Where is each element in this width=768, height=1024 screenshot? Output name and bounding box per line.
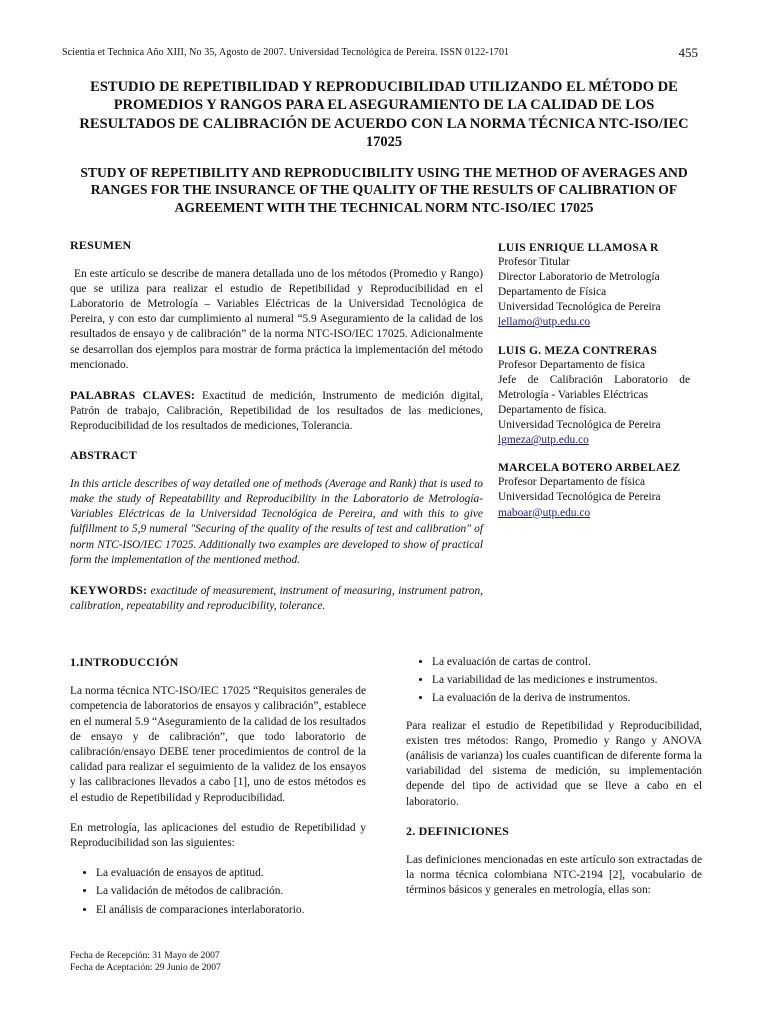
list-item: • La evaluación de ensayos de aptitud. (96, 866, 366, 881)
definiciones-heading: 2. DEFINICIONES (406, 823, 510, 838)
right-column-section (406, 655, 702, 899)
resumen-heading: RESUMEN (70, 238, 132, 252)
author-email-link[interactable]: lellamo@utp.edu.co (498, 316, 591, 329)
footnote-dates (70, 950, 221, 974)
keywords-label: KEYWORDS: (70, 582, 148, 597)
keywords (70, 583, 483, 614)
list-item: • La variabilidad de las mediciones e instrumentos. (432, 673, 702, 688)
author-name: LUIS G. MEZA CONTRERAS (498, 343, 658, 357)
page-number: 455 (678, 45, 698, 60)
right-bullet-list (406, 655, 702, 707)
journal-header: Scientia et Technica Año XIII, No 35, Agosto de 2007. Universidad Tecnológica de Pereira. ISSN 0122-1701 (62, 47, 510, 58)
definiciones-paragraph: Las definiciones mencionadas en este artículo son extractadas de la norma técnica colombiana NTC-2194 [2], vocabulario de términos básicos y generales en metrología, ellas son: (406, 854, 702, 897)
list-item: • La validación de métodos de calibración. (96, 884, 366, 899)
author-line: Jefe de Calibración Laboratorio de Metrología - Variables Eléctricas (498, 373, 690, 401)
intro-heading: 1.INTRODUCCIÓN (70, 655, 179, 669)
author-3 (498, 460, 690, 520)
author-email-link[interactable]: maboar@utp.edu.co (498, 506, 591, 519)
author-line: Universidad Tecnológica de Pereira (498, 301, 661, 314)
abstract-text: In this article describes of way detailed one of methods (Average and Rank) that is used to make the study of Repeatability and Reproducibility in the Laboratorio de Metrología-Variables Eléctricas de la Universidad Tecnológica de Pereira, and with this to give fulfillment to 5,9 numeral "Securing of the quality of the results of test and calibration" of norm NTC-ISO/IEC 17025. Additionally two examples are developed to show of practical form the implementation of the mentioned method. (70, 478, 483, 566)
author-line: Profesor Departamento de física (498, 358, 646, 371)
palabras-label: PALABRAS CLAVES: (70, 387, 196, 402)
title-spanish: ESTUDIO DE REPETIBILIDAD Y REPRODUCIBILIDAD UTILIZANDO EL MÉTODO DE PROMEDIOS Y RANGOS PARA EL ASEGURAMIENTO DE LA CALIDAD DE LOS RESULTADOS DE CALIBRACIÓN DE ACUERDO CON LA NORMA TÉCNICA NTC-ISO/IEC 17025 (79, 79, 689, 151)
author-line: Profesor Titular (498, 256, 570, 269)
abstract-heading: ABSTRACT (70, 448, 137, 463)
received-date: Fecha de Recepción: 31 Mayo de 2007 (70, 950, 220, 961)
intro-paragraph-2: En metrología, las aplicaciones del estudio de Repetibilidad y Reproducibilidad son las siguientes: (70, 821, 366, 850)
author-name: MARCELA BOTERO ARBELAEZ (498, 461, 681, 475)
resumen-text: En este artículo se describe de manera detallada uno de los métodos (Promedio y Rango) que se utiliza para realizar el estudio de Repetibilidad y Reproducibilidad en el Laboratorio de Metrología – Variables Eléctricas de la Universidad Tecnológica de Pereira, y con esto dar cumplimiento al numeral “5.9 Aseguramiento de la calidad de los resultados de ensayo y de calibración” de la norma NTC-ISO/IEC 17025. Adicionalmente se desarrollan dos ejemplos para mostrar de forma práctica la implementación del método mencionado. (70, 268, 483, 371)
authors-block (498, 240, 690, 521)
author-2 (498, 343, 690, 449)
author-line: Universidad Tecnológica de Pereira (498, 491, 661, 504)
author-line: Universidad Tecnológica de Pereira (498, 419, 661, 432)
accepted-date: Fecha de Aceptación: 29 Junio de 2007 (70, 962, 221, 973)
author-name: LUIS ENRIQUE LLAMOSA R (498, 241, 659, 254)
title-english: STUDY OF REPETIBILITY AND REPRODUCIBILITY USING THE METHOD OF AVERAGES AND RANGES FOR THE INSURANCE OF THE QUALITY OF THE RESULTS OF CALIBRATION OF AGREEMENT WITH THE TECHNICAL NORM NTC-ISO/IEC 17025 (80, 165, 688, 215)
keywords-text: exactitude of measurement, instrument of measuring, instrument patron, calibration, repeatability and reproducibility, tolerance. (70, 584, 483, 612)
palabras-claves (70, 388, 483, 434)
author-1 (498, 240, 690, 331)
methods-paragraph: Para realizar el estudio de Repetibilidad y Reproducibilidad, existen tres métodos: Rango, Promedio y Rango y ANOVA (análisis de varianza) los cuales cuantifican de diferente forma la variabilidad del sistema de medición, su implementación depende del tipo de actividad que se lleve a cabo en el laboratorio. (406, 719, 702, 808)
author-line: Departamento de física. (498, 403, 607, 416)
resumen-section (70, 238, 483, 614)
intro-paragraph-1: La norma técnica NTC-ISO/IEC 17025 “Requisitos generales de competencia de laboratorios de ensayos y calibración”, establece en el numeral 5.9 “Aseguramiento de la calidad de los resultados de ensayo y de calibración”, que todo laboratorio de calibración/ensayo DEBE tener procedimientos de control de la calidad para realizar el seguimiento de la validez de los ensayos y las calibraciones llevados a cabo [1], uno de estos métodos es el estudio de Repetibilidad y Reproducibilidad. (70, 685, 366, 804)
intro-bullet-list (70, 866, 366, 918)
list-item: • La evaluación de cartas de control. (432, 655, 702, 670)
author-email-link[interactable]: lgmeza@utp.edu.co (498, 434, 589, 447)
intro-section (70, 655, 366, 921)
list-item: • La evaluación de la deriva de instrumentos. (432, 691, 702, 706)
palabras-text: Exactitud de medición, Instrumento de medición digital, Patrón de trabajo, Calibración, Repetibilidad de los resultados de las mediciones, Reproducibilidad de los resultados de mediciones, Tolerancia. (70, 389, 483, 432)
author-line: Departamento de Física (498, 286, 607, 299)
author-line: Director Laboratorio de Metrología (498, 271, 660, 284)
list-item: • El análisis de comparaciones interlaboratorio. (96, 903, 366, 918)
author-line: Profesor Departamento de física (498, 476, 646, 489)
